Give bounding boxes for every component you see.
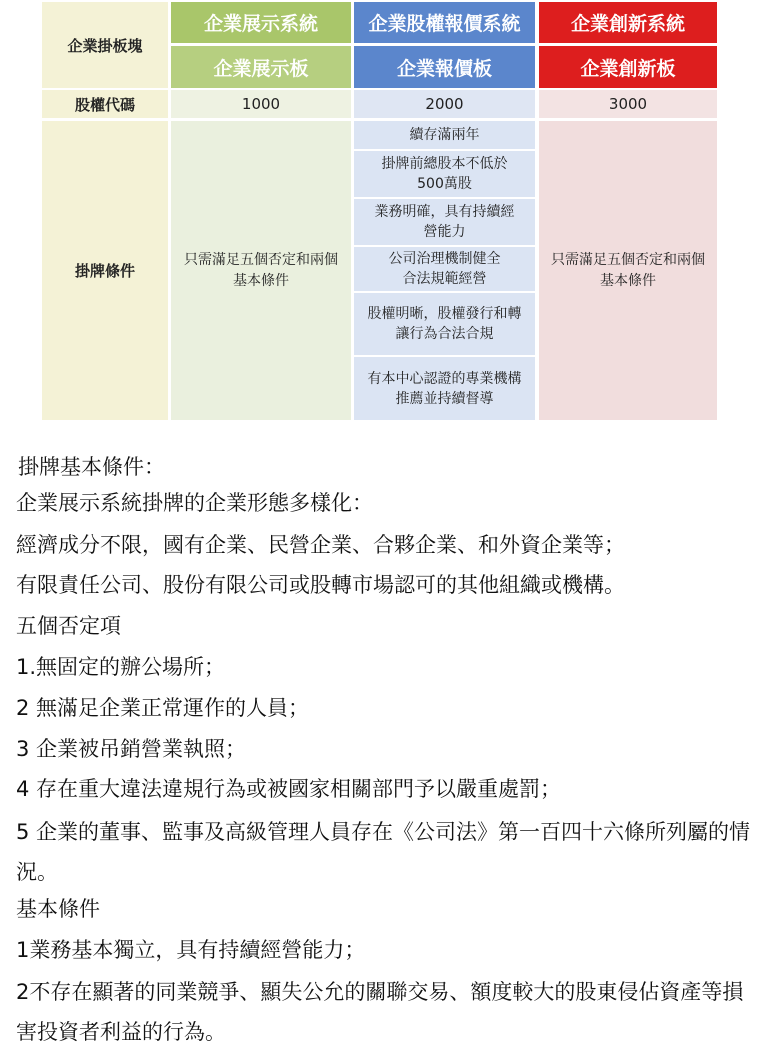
row-header-code: 股權代碼 (42, 90, 168, 118)
text-line: 2 無滿足企業正常運作的人員； (16, 696, 310, 720)
row-header-board: 企業掛板塊 (42, 2, 168, 88)
code-innovation: 3000 (539, 90, 717, 118)
system-header-innovation: 企業創新系統 (539, 2, 717, 43)
system-header-quote: 企業股權報價系統 (354, 2, 535, 43)
text-heading-negatives: 五個否定項 (16, 614, 121, 638)
text-line: 1.無固定的辦公場所； (16, 655, 226, 679)
row-header-listing: 掛牌條件 (42, 121, 168, 420)
quote-condition-3: 業務明確，具有持續經營能力 (354, 199, 535, 245)
text-line: 4 存在重大違法違規行為或被國家相關部門予以嚴重處罰； (16, 777, 562, 801)
code-quote: 2000 (354, 90, 535, 118)
quote-condition-2: 掛牌前總股本不低於500萬股 (354, 151, 535, 197)
board-header-innovation: 企業創新板 (539, 46, 717, 88)
text-line: 1業務基本獨立，具有持續經營能力； (16, 938, 366, 962)
text-heading-basic-conditions: 基本條件 (16, 897, 100, 921)
text-line: 2不存在顯著的同業競爭、顯失公允的關聯交易、額度較大的股東侵佔資產等損害投資者利益的行為。 (16, 980, 744, 1044)
system-header-display: 企業展示系統 (171, 2, 351, 43)
quote-condition-4: 公司治理機制健全合法規範經營 (354, 247, 535, 291)
code-display: 1000 (171, 90, 351, 118)
text-line: 有限責任公司、股份有限公司或股轉市場認可的其他組織或機構。 (16, 573, 625, 597)
board-header-display: 企業展示板 (171, 46, 351, 88)
condition-display: 只需滿足五個否定和兩個基本條件 (171, 121, 351, 420)
text-heading-basic: 掛牌基本條件： (18, 455, 165, 479)
text-line: 3 企業被吊銷營業執照； (16, 737, 247, 761)
condition-innovation: 只需滿足五個否定和兩個基本條件 (539, 121, 717, 420)
text-line: 企業展示系統掛牌的企業形態多樣化： (16, 491, 373, 515)
quote-condition-6: 有本中心認證的專業機構推薦並持續督導 (354, 357, 535, 420)
quote-condition-1: 續存滿兩年 (354, 121, 535, 149)
text-line: 經濟成分不限，國有企業、民營企業、合夥企業、和外資企業等； (16, 533, 625, 557)
quote-condition-5: 股權明晰，股權發行和轉讓行為合法合規 (354, 293, 535, 355)
board-header-quote: 企業報價板 (354, 46, 535, 88)
text-line: 5 企業的董事、監事及高級管理人員存在《公司法》第一百四十六條所列屬的情況。 (16, 820, 751, 884)
